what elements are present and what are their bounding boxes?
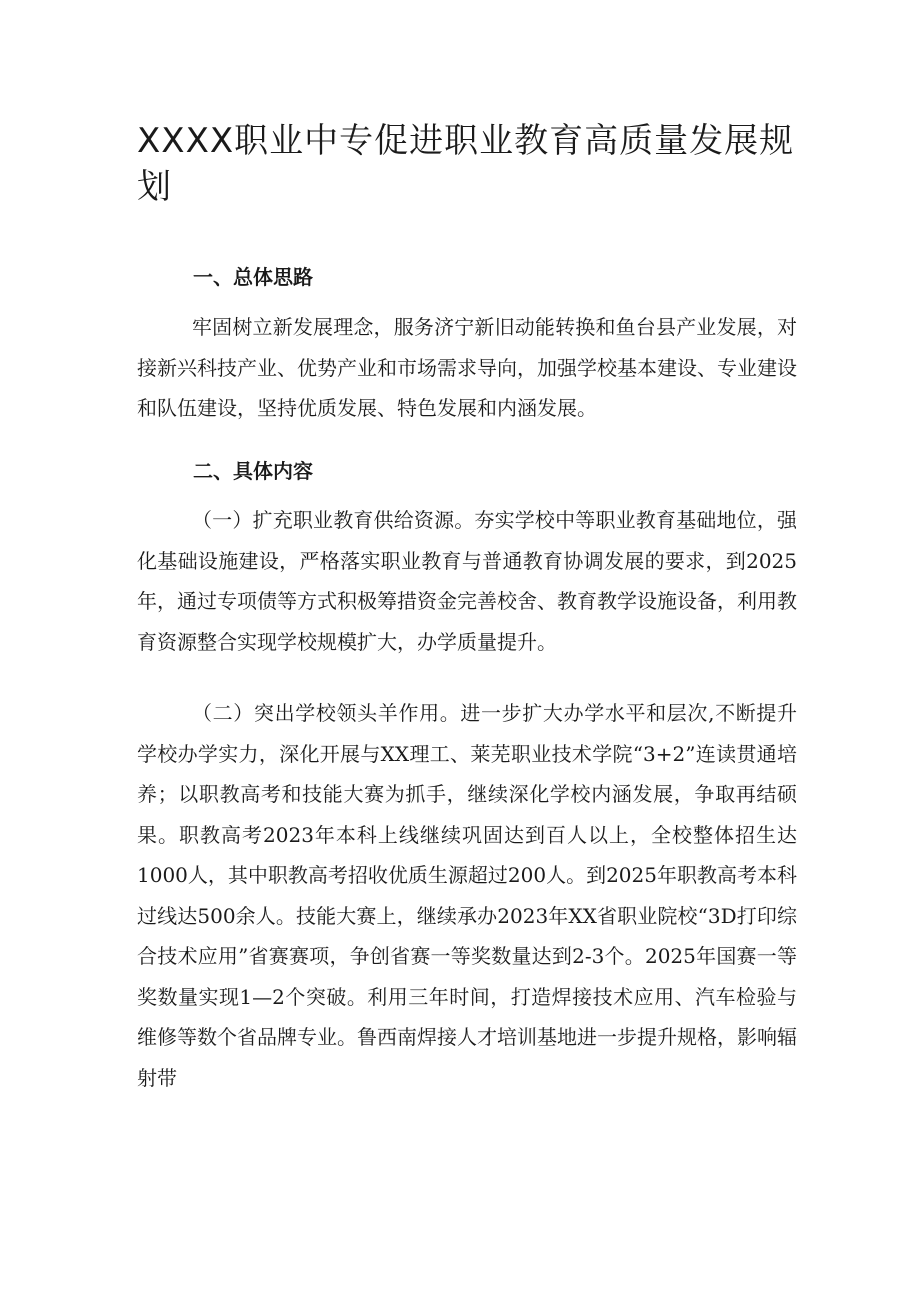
paragraph-expand-supply: （一）扩充职业教育供给资源。夯实学校中等职业教育基础地位，强化基础设施建设，严格落实职业教育与普通教育协调发展的要求，到2025年，通过专项债等方式积极筹措资金完善校舍、教育教学设施设备，利用教育资源整合实现学校规模扩大，办学质量提升。: [137, 508, 797, 654]
paragraph-overall-approach: 牢固树立新发展理念，服务济宁新旧动能转换和鱼台县产业发展，对接新兴科技产业、优势产业和市场需求导向，加强学校基本建设、专业建设和队伍建设，坚持优质发展、特色发展和内涵发展。: [137, 315, 797, 420]
paragraph-leading-role: （二）突出学校领头羊作用。进一步扩大办学水平和层次,不断提升学校办学实力，深化开展与XX理工、莱芜职业技术学院“3+2”连读贯通培养；以职教高考和技能大赛为抓手，继续深化学校内涵发展，争取再结硕果。职教高考2023年本科上线继续巩固达到百人以上，全校整体招生达1000人，其中职教高考招收优质生源超过200人。到2025年职教高考本科过线达500余人。技能大赛上，继续承办2023年XX省职业院校“3D打印综合技术应用”省赛赛项，争创省赛一等奖数量达到2-3个。2025年国赛一等奖数量实现1—2个突破。利用三年时间，打造焊接技术应用、汽车检验与维修等数个省品牌专业。鲁西南焊接人才培训基地进一步提升规格，影响辐射带: [137, 701, 797, 1090]
document-title: XXXX职业中专促进职业教育高质量发展规划: [137, 121, 795, 207]
section-heading-specific-content: 二、具体内容: [193, 459, 313, 483]
section-heading-overall-approach: 一、总体思路: [193, 265, 313, 289]
